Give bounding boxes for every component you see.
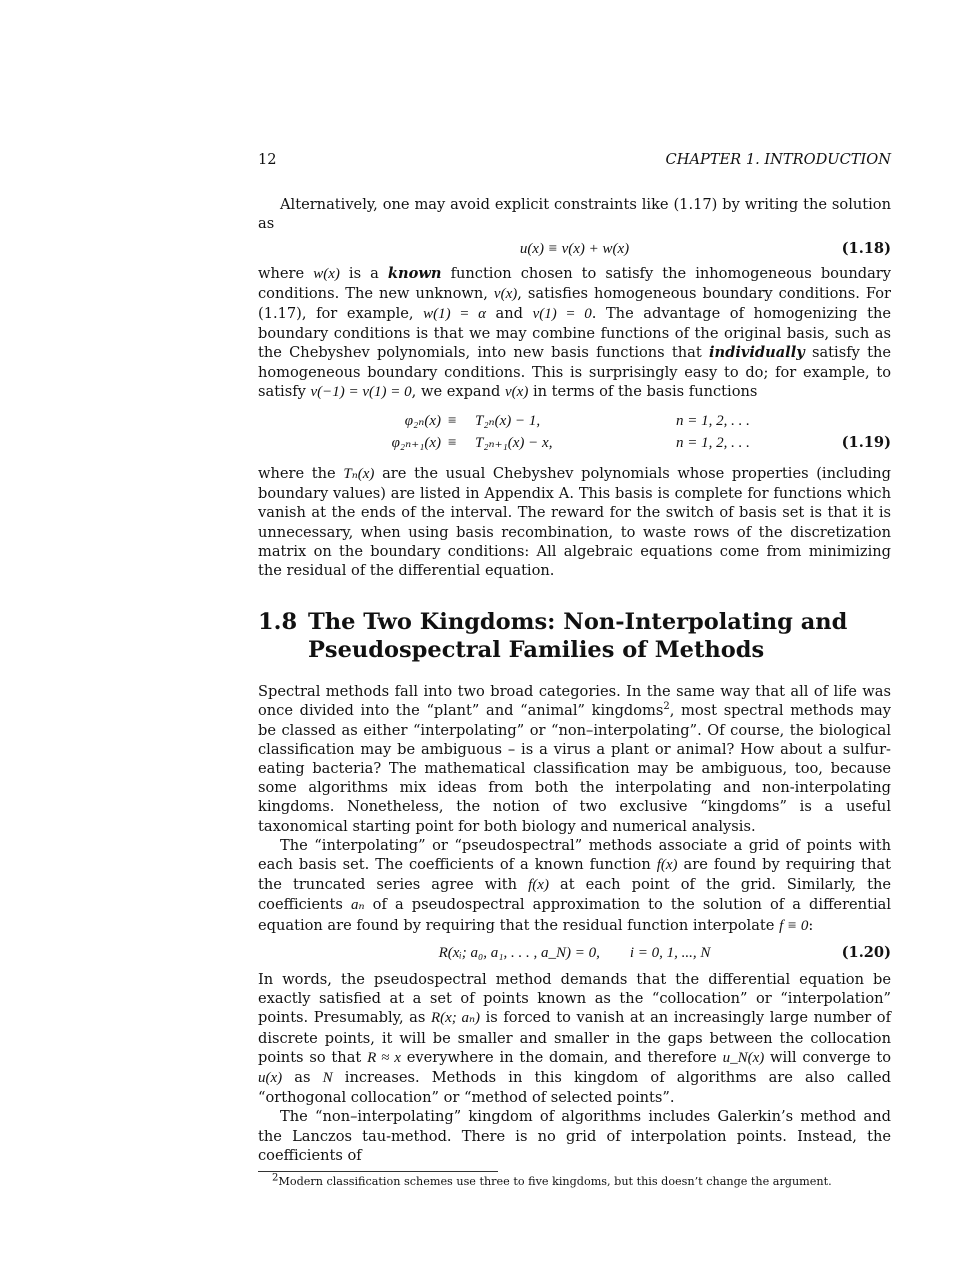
equation-1-19-row-2: φ₂ₙ₊₁(x) ≡ T₂ₙ₊₁(x) − x, n = 1, 2, . . . (1.19) <box>258 432 891 454</box>
footnote <box>258 1174 891 1189</box>
equation-1-19 <box>258 406 891 458</box>
equation-1-20-number: (1.20) <box>841 943 891 961</box>
footnote-mark: 2 <box>272 1172 279 1184</box>
paragraph-chebyshev: where the Tₙ(x) are the usual Chebyshev polynomials whose properties (including boundary values) are listed in Appendix A. This basis is complete for functions which vanish at the ends of the interval. The reward for the switch of basis set is that it is unnecessary, when using basis recombination, to waste rows of the discretization matrix on the boundary conditions: All algebraic equations come from minimizing the residual of the differential equation. <box>258 465 891 580</box>
emphasis-individually: individually <box>708 344 805 362</box>
equation-1-19-row-1: φ₂ₙ(x) ≡ T₂ₙ(x) − 1, n = 1, 2, . . . <box>404 413 750 430</box>
page <box>258 150 891 1189</box>
intro-paragraph: Alternatively, one may avoid explicit constraints like (1.17) by writing the solution as <box>258 196 891 233</box>
paragraph-kingdoms: Spectral methods fall into two broad categories. In the same way that all of life was once divided into the “plant” and “animal” kingdoms$^2$, most spectral methods may be classed as either “interpolating” or “non–interpolating”. Of course, the biological classification may be ambiguous – is a virus a plant or animal? How about a sulfur-eating bacteria? The mathematical classification may be ambiguous, too, because some algorithms mix ideas from both the interpolating and non-interpolating kingdoms. Nonetheless, the notion of two exclusive “kingdoms” is a useful taxonomical starting point for both biology and numerical analysis. <box>258 683 891 835</box>
page-number: 12 <box>258 151 277 168</box>
equation-1-20-content: R(xᵢ; a₀, a₁, . . . , a_N) = 0, i = 0, 1, ..., N <box>438 944 711 961</box>
footnote-reference: 2 <box>663 701 670 713</box>
paragraph-interpolating: The “interpolating” or “pseudospectral” methods associate a grid of points with each basis set. The coefficients of a known function f(x) are found by requiring that the truncated series agree with f(x) at each point of the grid. Similarly, the coefficients aₙ of a pseudospectral approximation to the solution of a differential equation are found by requiring that the residual function interpolate f ≡ 0: <box>258 836 892 934</box>
paragraph-homogenizing: where w(x) is a known function chosen to satisfy the inhomogeneous boundary conditions. The new unknown, v(x), satisfies homogeneous boundary conditions. For (1.17), for example, w(1) = α and v(1) = 0. The advantage of homogenizing the boundary conditions is that we may combine functions of the original basis, such as the Chebyshev polynomials, into new basis functions that individually satisfy the homogeneous boundary conditions. This is surprisingly easy to do; for example, to satisfy v(−1) = v(1) = 0, we expand v(x) in terms of the basis functions <box>258 264 892 400</box>
paragraph-non-interpolating: The “non–interpolating” kingdom of algorithms includes Galerkin’s method and the Lanczos tau-method. There is no grid of interpolation points. Instead, the coefficients of <box>258 1108 891 1164</box>
equation-1-18-number: (1.18) <box>841 239 891 257</box>
equation-1-18-content: u(x) ≡ v(x) + w(x) <box>519 240 630 257</box>
chapter-title: CHAPTER 1. INTRODUCTION <box>665 151 891 168</box>
emphasis-known: known <box>387 264 442 282</box>
section-number: 1.8 <box>258 609 298 636</box>
equation-1-18 <box>258 234 891 264</box>
running-head <box>258 150 891 169</box>
equation-1-20 <box>258 938 891 968</box>
footnote-divider <box>258 1171 498 1172</box>
equation-1-19-number: (1.19) <box>841 434 891 452</box>
footnote-text: Modern classification schemes use three to five kingdoms, but this doesn’t change the argument. <box>278 1174 832 1188</box>
section-title: The Two Kingdoms: Non-Interpolating and Pseudospectral Families of Methods <box>308 609 848 664</box>
paragraph-collocation: In words, the pseudospectral method demands that the differential equation be exactly satisfied at a set of points known as the “collocation” or “interpolation” points. Presumably, as R(x; aₙ) is forced to vanish at an increasingly large number of discrete points, it will be smaller and smaller in the gaps between the collocation points so that R ≈ x everywhere in the domain, and therefore u_N(x) will converge to u(x) as N increases. Methods in this kingdom of algorithms are also called “orthogonal collocation” or “method of selected points”. <box>258 970 892 1107</box>
section-heading <box>258 608 891 664</box>
